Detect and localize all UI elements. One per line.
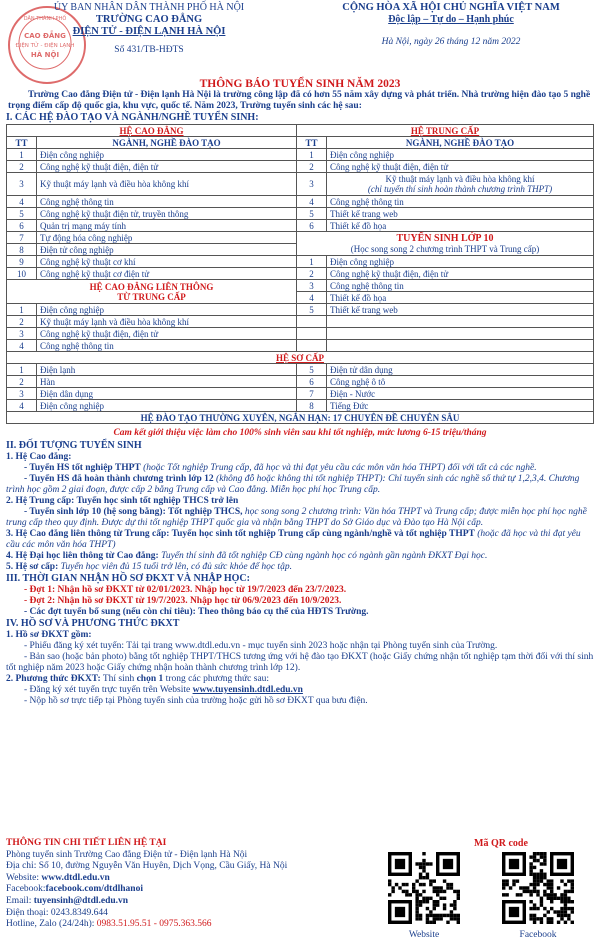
contact-phone: Điện thoại: 0243.8349.644 — [6, 907, 108, 918]
row-number: 2 — [7, 316, 37, 328]
program-name: Công nghệ kỹ thuật điện, điện tử — [37, 161, 297, 173]
row-number: 3 — [7, 328, 37, 340]
section-4-title: IV. HỒ SƠ VÀ PHƯƠNG THỨC ĐKXT — [6, 618, 180, 629]
program-name: Điện dân dụng — [37, 388, 297, 400]
row-number: 2 — [7, 161, 37, 173]
row-number: 8 — [297, 400, 327, 412]
item-italic: (hoặc Tốt nghiệp Trung cấp, đã học và thi đạt yêu cầu các môn văn hóa THPT) đối với tất cả các nghề. — [140, 463, 537, 473]
program-name — [327, 173, 594, 196]
program-title: Kỹ thuật máy lạnh và điều hòa không khí — [385, 174, 535, 184]
nation-motto: Độc lập – Tự do – Hạnh phúc — [388, 14, 514, 25]
table-row — [7, 161, 594, 173]
contact-title: THÔNG TIN CHI TIẾT LIÊN HỆ TẠI — [6, 838, 167, 848]
method-item-2: - Nộp hồ sơ trực tiếp tại Phòng tuyển sinh của trường hoặc gửi hồ sơ ĐKXT qua bưu điện. — [24, 696, 368, 706]
school-name-1: TRƯỜNG CAO ĐẲNG — [95, 14, 203, 25]
svg-text:ĐIỆN TỬ - ĐIỆN LẠNH: ĐIỆN TỬ - ĐIỆN LẠNH — [15, 43, 75, 49]
item-italic: (hoặc đã học và thi đạt yêu cầu các môn văn hóa THPT) — [6, 529, 581, 550]
row-number: 8 — [7, 244, 37, 256]
university-item — [6, 551, 594, 562]
contact-website — [6, 873, 376, 885]
item-bold: - Tuyển sinh lớp 10 (hệ song bằng): Tốt nghiệp THCS, — [24, 507, 243, 517]
table-row — [7, 304, 594, 316]
table-row — [7, 316, 594, 328]
sections-body — [6, 440, 594, 707]
row-number: 4 — [7, 400, 37, 412]
table-row — [7, 328, 594, 340]
item-bold: chọn 1 — [136, 674, 164, 684]
program-name: Hàn — [37, 376, 297, 388]
table-row — [7, 208, 594, 220]
item-italic: Tuyển thí sinh đã tốt nghiệp CĐ cùng ngành học có ngành gần ngành ĐKXT Đại học. — [158, 551, 488, 561]
program-name: Thiết kế trang web — [327, 304, 594, 316]
college-item-a — [6, 463, 594, 474]
row-number: 3 — [7, 388, 37, 400]
college-subtitle: 1. Hệ Cao đẳng: — [6, 452, 72, 462]
contact-office: Phòng tuyển sinh Trường Cao đẳng Điện tử - Điện lạnh Hà Nội — [6, 849, 248, 860]
item-text: Thí sinh — [100, 674, 137, 684]
row-number: 4 — [297, 292, 327, 304]
item-italic: học song song 2 chương trình: Văn hóa THPT và Trung cấp; được miễn học phí học nghề trung cấp theo quy định. Được dự thi tốt nghiệp THPT quốc gia và nhận bằng THPT do Sở Giáo dục và Đào tạo Hà Nội cấp. — [6, 507, 587, 528]
row-number: 10 — [7, 268, 37, 280]
item-text: - Đăng ký xét tuyển trực tuyến trên Website — [24, 685, 193, 695]
section-1-title: I. CÁC HỆ ĐÀO TẠO VÀ NGÀNH/NGHỀ TUYỂN SINH: — [6, 112, 259, 123]
short-course-header: HỆ SƠ CẤP — [7, 352, 594, 364]
round-2: - Đợt 2: Nhận hồ sơ ĐKXT từ 19/7/2023. Nhập học từ 06/9/2023 đến 10/9/2023. — [24, 596, 342, 606]
row-number: 7 — [297, 388, 327, 400]
table-row — [7, 232, 594, 244]
table-row — [7, 388, 594, 400]
item-text: trong các phương thức sau: — [163, 674, 270, 684]
document-title: THÔNG BÁO TUYỂN SINH NĂM 2023 — [199, 78, 401, 90]
method-item-1 — [6, 685, 594, 696]
nation-title: CỘNG HÒA XÃ HỘI CHỦ NGHĨA VIỆT NAM — [342, 2, 560, 13]
website-link[interactable]: www.dtdl.edu.vn — [41, 872, 110, 883]
transfer-title-2: TỪ TRUNG CẤP — [117, 291, 186, 302]
program-name: Điện tử công nghiệp — [37, 244, 297, 256]
item-bold: 3. Hệ Cao đẳng liên thông từ Trung cấp: Tuyển học sinh tốt nghiệp Trung cấp cùng ngành/nghề và tốt nghiệp THPT — [6, 529, 475, 539]
section-3-title: III. THỜI GIAN NHẬN HỒ SƠ ĐKXT VÀ NHẬP HỌC: — [6, 573, 250, 584]
program-name: Công nghệ kỹ thuật điện, điện tử — [327, 268, 594, 280]
label: Hotline, Zalo (24/24h): — [6, 919, 97, 930]
hotline-number: 0983.51.95.51 - 0975.363.566 — [96, 919, 212, 930]
program-name: Công nghệ kỹ thuật cơ điện tử — [37, 268, 297, 280]
row-number: 1 — [7, 364, 37, 376]
transfer-header — [7, 280, 297, 304]
grade10-note: (Học song song 2 chương trình THPT và Trung cấp) — [350, 243, 540, 254]
email-link[interactable]: tuyensinh@dtdl.edu.vn — [33, 895, 129, 906]
table-row — [7, 149, 594, 161]
program-name: Công nghệ kỹ thuật cơ khí — [37, 256, 297, 268]
row-number: 1 — [7, 149, 37, 161]
program-name: Công nghệ thông tin — [37, 340, 297, 352]
table-row — [7, 173, 594, 196]
method-subtitle — [6, 674, 594, 685]
dossier-item-1: - Phiếu đăng ký xét tuyển: Tải tại trang www.dtdl.edu.vn - mục tuyển sinh 2023 hoặc nhận tại Phòng tuyển sinh của Trường. — [24, 641, 498, 651]
document-date: Hà Nội, ngày 26 tháng 12 năm 2022 — [381, 37, 521, 47]
svg-text:HÀ NỘI: HÀ NỘI — [30, 51, 60, 59]
registration-link[interactable]: www.tuyensinh.dtdl.edu.vn — [192, 685, 303, 695]
program-name: Thiết kế đồ họa — [327, 292, 594, 304]
facebook-qr-code[interactable] — [502, 852, 574, 924]
contact-hotline — [6, 919, 376, 931]
row-number: 9 — [7, 256, 37, 268]
item-bold: 4. Hệ Đại học liên thông từ Cao đẳng: — [6, 551, 159, 561]
transfer-item — [6, 529, 594, 551]
contact-block — [6, 838, 376, 931]
program-note: (chỉ tuyển thí sinh hoàn thành chương trình THPT) — [367, 184, 553, 194]
row-number: 4 — [297, 196, 327, 208]
notice-page — [6, 0, 594, 944]
table-row — [7, 376, 594, 388]
row-number: 2 — [297, 161, 327, 173]
row-number: 1 — [7, 304, 37, 316]
item-bold: - Tuyển HS đã hoàn thành chương trình lớp 12 — [24, 474, 214, 484]
row-number: 7 — [7, 232, 37, 244]
round-extra: - Các đợt tuyển bổ sung (nếu còn chỉ tiêu): Theo thông báo cụ thể của HĐTS Trường. — [24, 607, 369, 617]
program-name: Kỹ thuật máy lạnh và điều hòa không khí — [37, 173, 297, 196]
table-row — [7, 196, 594, 208]
table-row — [7, 364, 594, 376]
intermediate-subtitle: 2. Hệ Trung cấp: Tuyển học sinh tốt nghiệp THCS trở lên — [6, 496, 239, 506]
table-row — [7, 268, 594, 280]
website-qr-code[interactable] — [388, 852, 460, 924]
table-row — [7, 220, 594, 232]
program-name: Công nghệ kỹ thuật điện, điện tử — [37, 328, 297, 340]
program-name: Điện công nghiệp — [37, 400, 297, 412]
contact-facebook — [6, 884, 376, 896]
programs-table — [6, 124, 594, 424]
program-name: Tiếng Đức — [327, 400, 594, 412]
row-number: 4 — [7, 340, 37, 352]
table-row — [7, 256, 594, 268]
table-row — [7, 280, 594, 292]
college-header: HỆ CAO ĐẲNG — [7, 125, 297, 137]
program-name: Điện công nghiệp — [37, 149, 297, 161]
svg-text:CAO ĐẲNG: CAO ĐẲNG — [24, 32, 66, 40]
program-name: Điện công nghiệp — [37, 304, 297, 316]
row-number: 2 — [7, 376, 37, 388]
col-tt: TT — [297, 137, 327, 149]
transfer-title-1: HỆ CAO ĐẲNG LIÊN THÔNG — [89, 281, 214, 292]
item-italic: (không đỗ hoặc không thi tốt nghiệp THPT): Chỉ tuyển sinh các nghề số thứ tự 1,2,3,4. Chương trình học gồm 2 giai đoạn, được cấp 2 bằng Trung cấp và Cao đẳng. Miễn học phí học Trung cấp. — [6, 474, 580, 495]
agency-name: ỦY BAN NHÂN DÂN THÀNH PHỐ HÀ NỘI — [53, 2, 245, 13]
short-course-item — [6, 562, 594, 573]
row-number: 3 — [7, 173, 37, 196]
facebook-link[interactable]: facebook.com/dtdlhanoi — [45, 884, 143, 895]
row-number: 5 — [297, 304, 327, 316]
row-number: 1 — [297, 256, 327, 268]
item-bold: 5. Hệ sơ cấp: — [6, 562, 59, 572]
job-commitment: Cam kết giới thiệu việc làm cho 100% sinh viên sau khi tốt nghiệp, mức lương 6-15 triệu/tháng — [113, 428, 487, 438]
program-name: Điện lạnh — [37, 364, 297, 376]
row-number: 2 — [297, 268, 327, 280]
label: Email: — [6, 895, 34, 906]
grade10-block — [297, 232, 594, 256]
program-name: Quản trị mạng máy tính — [37, 220, 297, 232]
program-name: Công nghệ thông tin — [327, 196, 594, 208]
row-number: 6 — [7, 220, 37, 232]
program-name: Thiết kế đồ họa — [327, 220, 594, 232]
program-name: Công nghệ kỹ thuật điện, điện tử — [327, 161, 594, 173]
program-name: Công nghệ thông tin — [327, 280, 594, 292]
table-row — [7, 400, 594, 412]
program-name: Tự động hóa công nghiệp — [37, 232, 297, 244]
intermediate-item — [6, 507, 594, 529]
row-number: 6 — [297, 220, 327, 232]
qr-title: Mã QR code — [474, 838, 528, 849]
program-name: Điện công nghiệp — [327, 256, 594, 268]
item-bold: 2. Phương thức ĐKXT: — [6, 674, 101, 684]
svg-text:DÂN THÀNH PHỐ: DÂN THÀNH PHỐ — [23, 16, 67, 22]
contact-address: Địa chỉ: Số 10, đường Nguyễn Văn Huyên, Dịch Vọng, Cầu Giấy, Hà Nội — [6, 861, 288, 872]
program-name: Điện - Nước — [327, 388, 594, 400]
intermediate-header: HỆ TRUNG CẤP — [297, 125, 594, 137]
continuing-header: HỆ ĐÀO TẠO THƯỜNG XUYÊN, NGẮN HẠN: 17 CHUYÊN ĐỀ CHUYÊN SÂU — [7, 412, 594, 424]
col-name: NGÀNH, NGHỀ ĐÀO TẠO — [327, 137, 594, 149]
program-name: Kỹ thuật máy lạnh và điều hòa không khí — [37, 316, 297, 328]
row-number: 1 — [297, 149, 327, 161]
college-item-b — [6, 474, 594, 496]
row-number: 6 — [297, 376, 327, 388]
dossier-subtitle: 1. Hồ sơ ĐKXT gồm: — [6, 630, 92, 640]
col-name: NGÀNH, NGHỀ ĐÀO TẠO — [37, 137, 297, 149]
letterhead — [6, 0, 594, 74]
dossier-item-2: - Bản sao (hoặc bản photo) bằng tốt nghiệp THPT/THCS tương ứng với hệ đào tạo ĐKXT (hoặc Giấy chứng nhận tốt nghiệp tạm thời đối với thí sinh tốt nghiệp năm 2023 hoặc Giấy chứng nhận hoàn thành chương trình lớp 12). — [6, 652, 594, 673]
program-name: Công nghệ thông tin — [37, 196, 297, 208]
program-name: Thiết kế trang web — [327, 208, 594, 220]
grade10-title: TUYỂN SINH LỚP 10 — [396, 232, 494, 244]
school-name-2: ĐIỆN TỬ - ĐIỆN LẠNH HÀ NỘI — [72, 26, 226, 37]
item-bold: - Tuyển HS tốt nghiệp THPT — [24, 463, 141, 473]
label: Facebook: — [6, 884, 46, 895]
program-name: Điện công nghiệp — [327, 149, 594, 161]
round-1: - Đợt 1: Nhận hồ sơ ĐKXT từ 02/01/2023. Nhập học từ 19/7/2023 đến 23/7/2023. — [24, 585, 347, 595]
row-number: 5 — [297, 364, 327, 376]
row-number: 3 — [297, 280, 327, 292]
program-name: Điện tử dân dụng — [327, 364, 594, 376]
intro-paragraph: Trường Cao đẳng Điện tử - Điện lạnh Hà Nội là trường công lập đã có hơn 55 năm xây dựng và phát triển. Nhà trường hiện đào tạo 5 nghề trọng điểm cấp độ quốc gia, khu vực, quốc tế. Năm 2023, Trường tuyển sinh các hệ sau: — [8, 90, 591, 111]
qr-label-website: Website — [408, 930, 440, 940]
row-number: 5 — [297, 208, 327, 220]
row-number: 5 — [7, 208, 37, 220]
qr-label-facebook: Facebook — [519, 930, 557, 940]
contact-email — [6, 896, 376, 908]
program-name: Công nghệ kỹ thuật điện tử, truyền thông — [37, 208, 297, 220]
label: Website: — [6, 872, 42, 883]
col-tt: TT — [7, 137, 37, 149]
program-name: Công nghệ ô tô — [327, 376, 594, 388]
table-row — [7, 340, 594, 352]
document-number: Số 431/TB-HĐTS — [114, 45, 184, 55]
section-2-title: II. ĐỐI TƯỢNG TUYỂN SINH — [6, 440, 142, 451]
row-number: 3 — [297, 173, 327, 196]
row-number: 4 — [7, 196, 37, 208]
item-italic: Tuyển học viên đủ 15 tuổi trở lên, có đủ sức khỏe để học tập. — [58, 562, 292, 572]
